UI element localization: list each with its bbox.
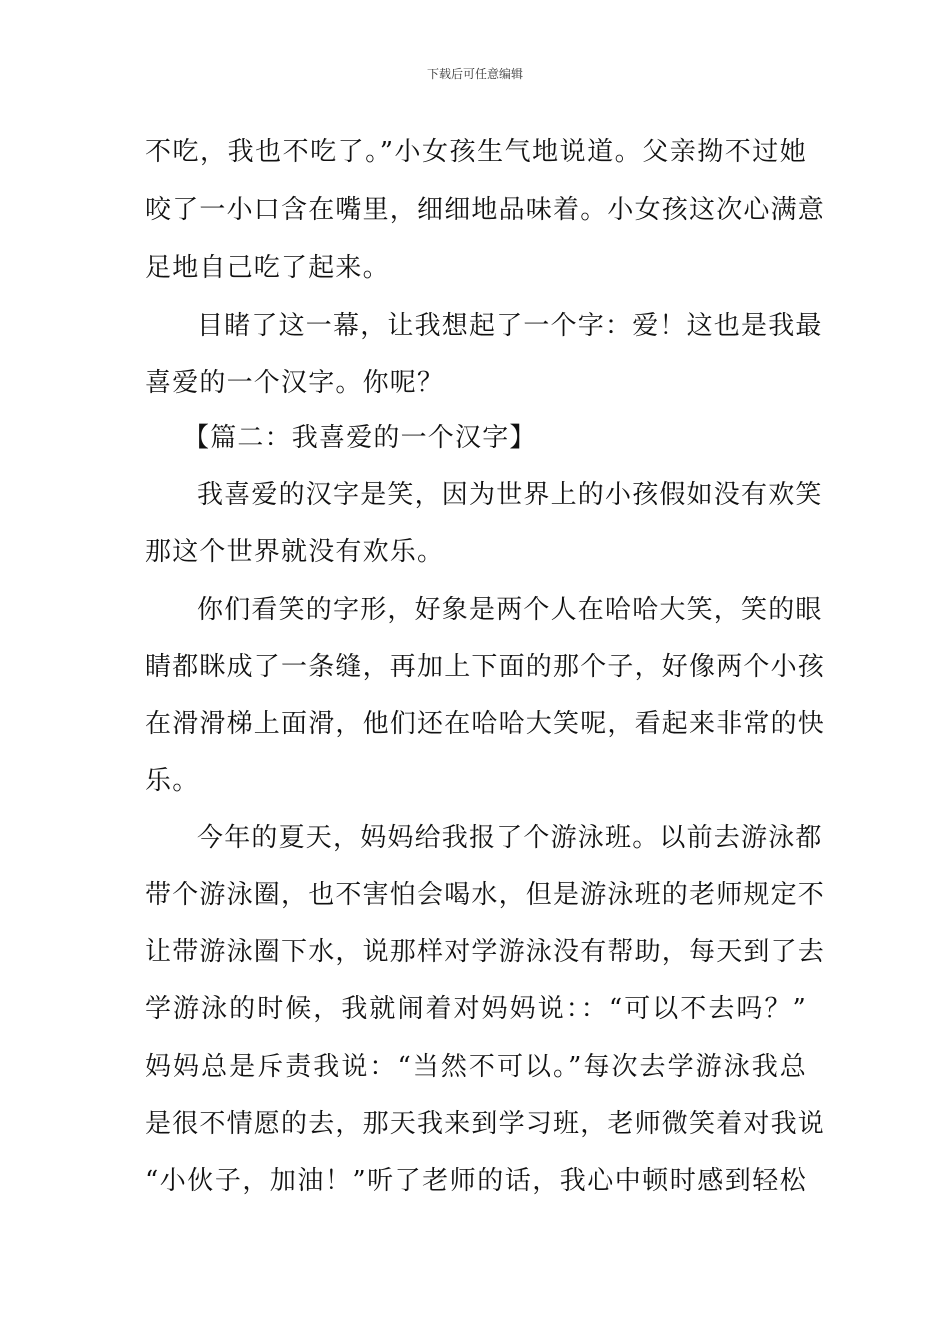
text-line: 睛都眯成了一条缝，再加上下面的那个子，好像两个小孩 [145, 652, 826, 682]
text-line: 是很不情愿的去，那天我来到学习班，老师微笑着对我说 [145, 1109, 826, 1139]
text-line: 今年的夏天，妈妈给我报了个游泳班。以前去游泳都 [197, 823, 823, 853]
text-line: 带个游泳圈，也不害怕会喝水，但是游泳班的老师规定不 [145, 880, 826, 910]
text-line: 学游泳的时候，我就闹着对妈妈说：：“可以不去吗？” [145, 994, 807, 1024]
text-line: 咬了一小口含在嘴里，细细地品味着。小女孩这次心满意 [145, 195, 826, 225]
text-line: 那这个世界就没有欢乐。 [145, 537, 445, 567]
section-heading: 【篇二：我喜爱的一个汉字】 [183, 423, 537, 453]
text-line: 喜爱的一个汉字。你呢？ [145, 368, 445, 398]
text-line: 在滑滑梯上面滑，他们还在哈哈大笑呢，看起来非常的快 [145, 709, 826, 739]
text-line: 我喜爱的汉字是笑，因为世界上的小孩假如没有欢笑 [197, 480, 823, 510]
text-line: 让带游泳圈下水，说那样对学游泳没有帮助，每天到了去 [145, 937, 826, 967]
text-line: 乐。 [145, 766, 200, 796]
text-line: 足地自己吃了起来。 [145, 253, 390, 283]
text-line: 不吃，我也不吃了。”小女孩生气地说道。父亲拗不过她 [145, 137, 807, 167]
text-line: “小伙子，加油！”听了老师的话，我心中顿时感到轻松 [145, 1166, 807, 1196]
text-line: 你们看笑的字形，好象是两个人在哈哈大笑，笑的眼 [197, 595, 823, 625]
text-line: 目睹了这一幕，让我想起了一个字：爱！这也是我最 [197, 311, 823, 341]
page-header: 下载后可任意编辑 [426, 67, 523, 81]
text-line: 妈妈总是斥责我说：“当然不可以。”每次去学游泳我总 [145, 1052, 807, 1082]
